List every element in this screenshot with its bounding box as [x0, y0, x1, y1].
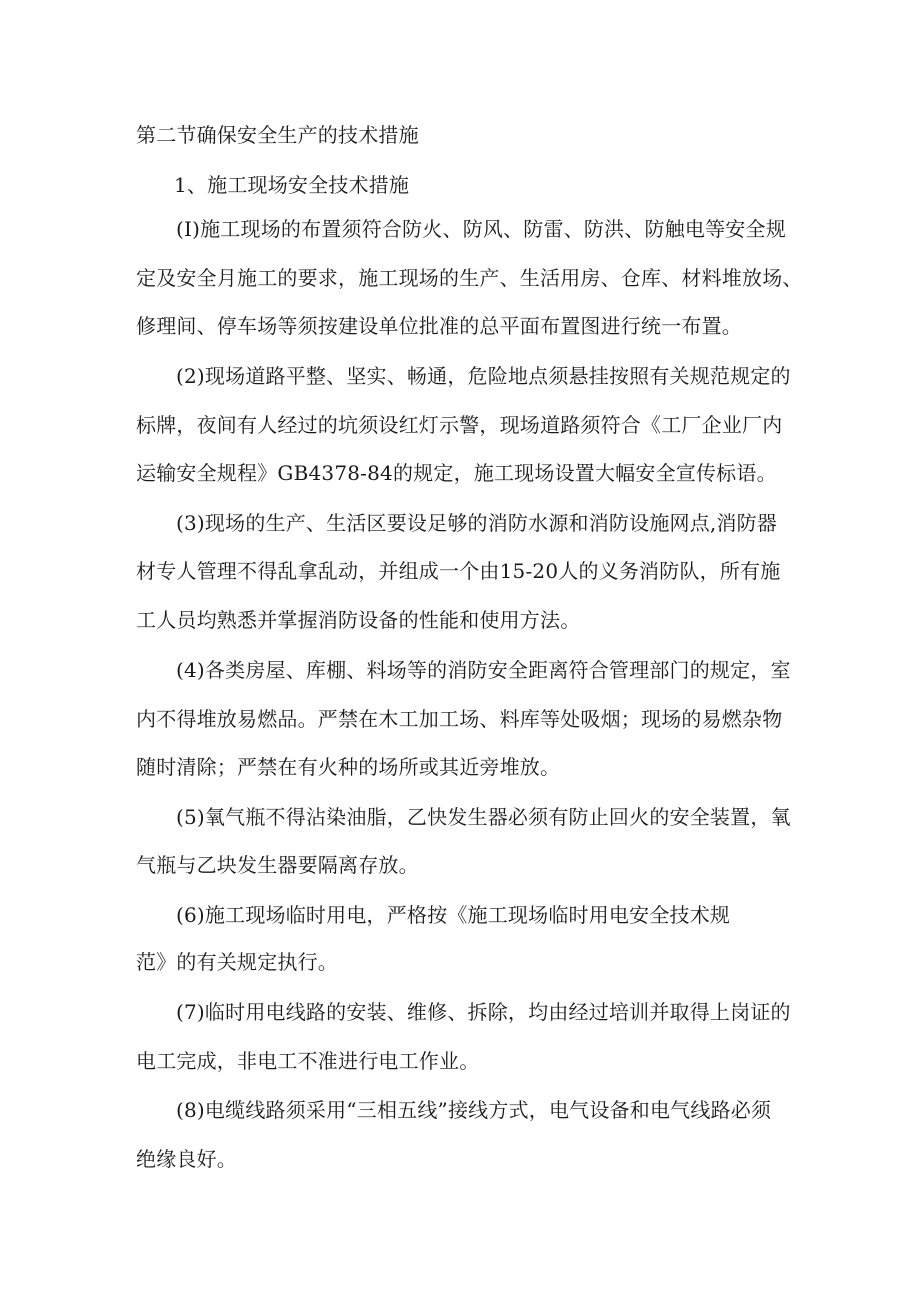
paragraph-5-line-1: (5)氧气瓶不得沾染油脂，乙快发生器必须有防止回火的安全装置，氧 [176, 805, 791, 829]
paragraph-8-line-1: (8)电缆线路须采用“三相五线”接线方式，电气设备和电气线路必须 [176, 1098, 772, 1122]
paragraph-3-line-3: 工人员均熟悉并掌握消防设备的性能和使用方法。 [136, 608, 581, 632]
section-title: 第二节确保安全生产的技术措施 [136, 123, 419, 147]
paragraph-7-line-1: (7)临时用电线路的安装、维修、拆除，均由经过培训并取得上岗证的 [176, 1000, 791, 1024]
paragraph-2-line-2: 标牌，夜间有人经过的坑须设红灯示警，现场道路须符合《工厂企业厂内 [136, 413, 783, 437]
paragraph-3-line-2: 材专人管理不得乱拿乱动，并组成一个由15-20人的义务消防队，所有施 [136, 559, 781, 583]
paragraph-2-line-3: 运输安全规程》GB4378-84的规定，施工现场设置大幅安全宣传标语。 [136, 461, 777, 485]
paragraph-5-line-2: 气瓶与乙块发生器要隔离存放。 [136, 853, 419, 877]
paragraph-6-line-1: (6)施工现场临时用电，严格按《施工现场临时用电安全技术规 [176, 903, 731, 927]
paragraph-1-line-1: (I)施工现场的布置须符合防火、防风、防雷、防洪、防触电等安全规 [176, 217, 786, 241]
paragraph-8-line-2: 绝缘良好。 [136, 1147, 237, 1171]
paragraph-4-line-2: 内不得堆放易燃品。严禁在木工加工场、料库等处吸烟；现场的易燃杂物 [136, 707, 783, 731]
paragraph-3-line-1: (3)现场的生产、生活区要设足够的消防水源和消防设施网点,消防器 [176, 511, 778, 535]
paragraph-7-line-2: 电工完成，非电工不准进行电工作业。 [136, 1049, 480, 1073]
paragraph-2-line-1: (2)现场道路平整、坚实、畅通，危险地点须悬挂按照有关规范规定的 [176, 364, 791, 388]
paragraph-4-line-3: 随时清除；严禁在有火种的场所或其近旁堆放。 [136, 755, 561, 779]
paragraph-6-line-2: 范》的有关规定执行。 [136, 950, 338, 974]
paragraph-4-line-1: (4)各类房屋、库棚、料场等的消防安全距离符合管理部门的规定，室 [176, 658, 791, 682]
subsection-title: 1、施工现场安全技术措施 [174, 173, 410, 197]
paragraph-1-line-2: 定及安全月施工的要求，施工现场的生产、生活用房、仓库、材料堆放场、 [136, 266, 803, 290]
paragraph-1-line-3: 修理间、停车场等须按建设单位批准的总平面布置图进行统一布置。 [136, 314, 742, 338]
